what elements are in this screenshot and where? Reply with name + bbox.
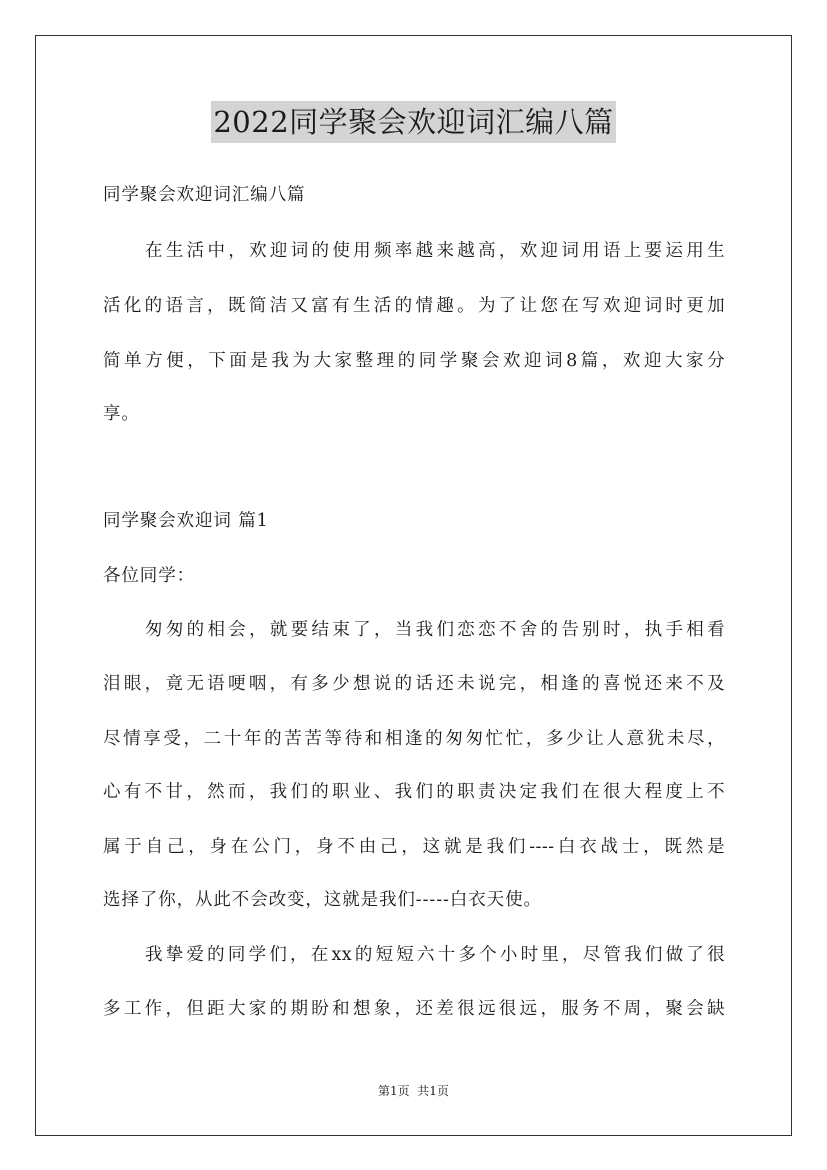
paragraph-line: 选择了你，从此不会改变，这就是我们-----白衣天使。: [103, 890, 542, 910]
intro-line: 在生活中，欢迎词的使用频率越来越高，欢迎词用语上要运用生: [145, 241, 725, 261]
intro-line: 简单方便，下面是我为大家整理的同学聚会欢迎词8篇，欢迎大家分: [103, 351, 725, 371]
paragraph-line: 心有不甘，然而，我们的职业、我们的职责决定我们在很大程度上不: [103, 782, 725, 802]
subtitle: 同学聚会欢迎词汇编八篇: [103, 185, 306, 205]
page-number: 第1页 共1页: [378, 1084, 449, 1098]
paragraph-line: 泪眼，竟无语哽咽，有多少想说的话还未说完，相逢的喜悦还来不及: [103, 674, 725, 694]
paragraph-line: 属于自己，身在公门，身不由己，这就是我们----白衣战士，既然是: [103, 837, 725, 857]
paragraph-line: 多工作，但距大家的期盼和想象，还差很远很远，服务不周，聚会缺: [103, 999, 725, 1019]
section-heading: 同学聚会欢迎词 篇1: [103, 511, 269, 531]
salutation: 各位同学：: [103, 566, 195, 586]
paragraph-line: 尽情享受，二十年的苦苦等待和相逢的匆匆忙忙，多少让人意犹未尽，: [103, 729, 725, 749]
title-block: [0, 101, 827, 143]
paragraph-line: 匆匆的相会，就要结束了，当我们恋恋不舍的告别时，执手相看: [145, 620, 725, 640]
intro-line: 享。: [103, 404, 140, 424]
document-title: 2022同学聚会欢迎词汇编八篇: [211, 101, 615, 143]
paragraph-line: 我挚爱的同学们，在xx的短短六十多个小时里，尽管我们做了很: [145, 945, 725, 965]
intro-line: 活化的语言，既简洁又富有生活的情趣。为了让您在写欢迎词时更加: [103, 296, 725, 316]
